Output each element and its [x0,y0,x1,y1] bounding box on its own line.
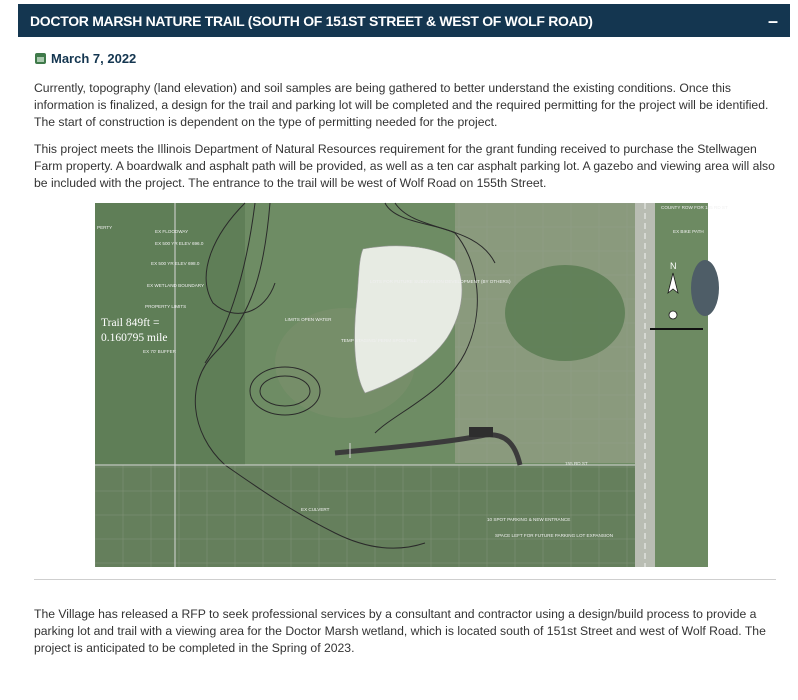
map-label-property: PERTY [97,225,113,230]
map-label-county-row: COUNTY ROW FOR 155 RD ST [661,205,728,210]
update-paragraph-2: This project meets the Illinois Department of Natural Resources requirement for the grant funding received to purchase the Stellwagen Farm property. A boardwalk and asphalt path will be provided, as well as a ten car asphalt parking lot. A gazebo and viewing area will also be included with the project. The entrance to the trail will be west of Wolf Road on 155th Street. [34,142,775,190]
map-label-temp-staging: TEMP STAGING/ PERM SPOIL PILE [341,338,417,343]
calendar-icon [35,53,46,64]
update-date-row [35,51,790,66]
map-label-ex-500yr: EX 500 YR ELEV 698.0 [151,261,200,266]
map-north-label: N [670,261,677,271]
map-label-ex-culvert: EX CULVERT [301,507,330,512]
map-label-lots-future: LOTS FOR FUTURE SUBDIVISION DEVELOPMENT (BY OTHERS) [370,279,511,284]
map-label-property-limits: PROPERTY LIMITS [145,304,187,309]
map-label-wetland-boundary: EX WETLAND BOUNDARY [147,283,205,288]
map-trail-length-line2: 0.160795 mile [101,332,168,344]
map-label-limits-open-water: LIMITS OPEN WATER [285,317,332,322]
rfp-paragraph: The Village has released a RFP to seek professional services by a consultant and contractor using a design/build process to provide a parking lot and trail with a viewing area for the Doctor Marsh wetland, which is located south of 151st Street and west of Wolf Road. The project is anticipated to be completed in the Spring of 2023. [34,607,766,655]
accordion-header[interactable] [18,4,790,37]
map-label-road: 155 RD ST [565,461,588,466]
map-label-parking: 10 SPOT PARKING & NEW ENTRANCE [487,517,571,522]
accordion-title: DOCTOR MARSH NATURE TRAIL (SOUTH OF 151ST STREET & WEST OF WOLF ROAD) [30,12,593,29]
accordion-body [18,51,790,657]
map-label-ex-buffer: EX 70' BUFFER [143,349,177,354]
map-label-future-parking: SPACE LEFT FOR FUTURE PARKING LOT EXPANSION [495,533,614,538]
accordion-panel [18,4,790,657]
map-label-ex-floodway: EX FLOODWAY [155,229,189,234]
map-label-ex-bike-path: EX BIKE PATH [673,229,704,234]
map-trail-length-line1: Trail 849ft = [101,317,160,329]
map-label-ex-100yr: EX 500 YR ELEV 696.0 [155,241,204,246]
update-paragraph-1: Currently, topography (land elevation) and soil samples are being gathered to better understand the existing conditions. Once this information is finalized, a design for the trail and parking lot will be completed and the required permitting for the project will be identified. The start of construction is dependent on the type of permitting needed for the project. [34,81,769,129]
update-date: March 7, 2022 [51,51,137,66]
trail-site-plan-image [95,203,728,567]
collapse-icon[interactable]: – [767,10,778,31]
